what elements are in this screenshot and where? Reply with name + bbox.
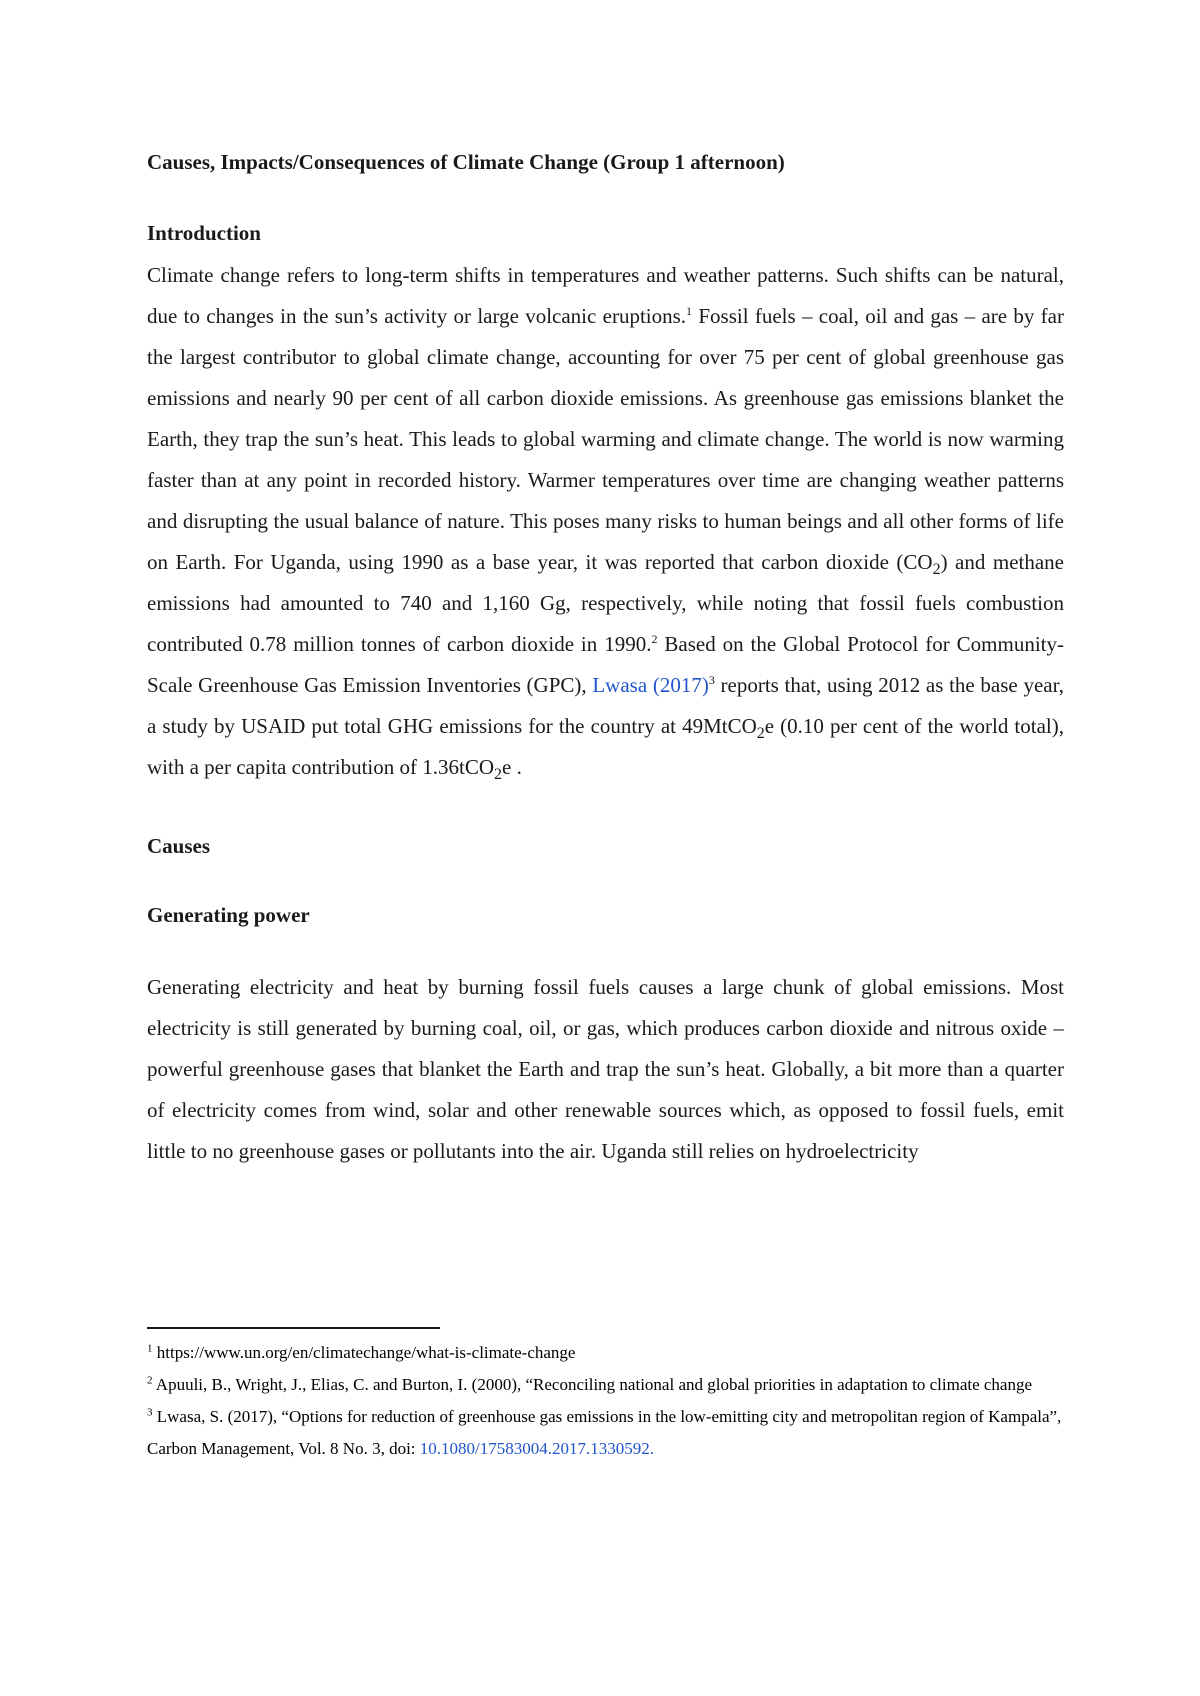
intro-text-3: ) and methane emissions had amounted to 740 and 1,160 Gg, respectively, while noting that fossil fuels combustion contributed 0.78 million tonnes of carbon dioxide in 1990. — [147, 550, 1064, 656]
lwasa-citation-link[interactable]: Lwasa (2017) — [592, 673, 709, 697]
footnote-2 — [147, 1369, 1067, 1401]
document-title: Causes, Impacts/Consequences of Climate Change (Group 1 afternoon) — [147, 150, 785, 174]
generating-power-heading: Generating power — [147, 903, 310, 927]
intro-text-5: reports that, using 2012 as the base year, a study by USAID put total GHG emissions for the country at 49MtCO — [147, 673, 1064, 738]
causes-heading: Causes — [147, 834, 211, 858]
intro-text-1: Climate change refers to long-term shifts in temperatures and weather patterns. Such shifts can be natural, due to changes in the sun’s activity or large volcanic eruptions. — [147, 263, 1064, 328]
footnote-2-text: Apuuli, B., Wright, J., Elias, C. and Burton, I. (2000), “Reconciling national and global priorities in adaptation to climate change — [152, 1375, 1033, 1394]
footnote-ref-2[interactable]: 2 — [651, 632, 658, 646]
intro-text-6: e (0.10 per cent of the world total), with a per capita contribution of 1.36tCO — [147, 714, 1064, 779]
footnote-3-text: Lwasa, S. (2017), “Options for reduction of greenhouse gas emissions in the low-emitting city and metropolitan region of Kampala”, Carbon Management, Vol. 8 No. 3, doi: — [147, 1407, 1062, 1458]
generating-power-paragraph: Generating electricity and heat by burning fossil fuels causes a large chunk of global emissions. Most electricity is still generated by burning coal, oil, or gas, which produces carbon dioxide and nitrous oxide – powerful greenhouse gases that blanket the Earth and trap the sun’s heat. Globally, a bit more than a quarter of electricity comes from wind, solar and other renewable sources which, as opposed to fossil fuels, emit little to no greenhouse gases or pollutants into the air. Uganda still relies on hydroelectricity — [147, 975, 1064, 1163]
footnote-ref-3[interactable]: 3 — [708, 673, 715, 687]
intro-text-2: Fossil fuels – coal, oil and gas – are by far the largest contributor to global climate change, accounting for over 75 per cent of global greenhouse gas emissions and nearly 90 per cent of all carbon dioxide emissions. As greenhouse gas emissions blanket the Earth, they trap the sun’s heat. This leads to global warming and climate change. The world is now warming faster than at any point in recorded history. Warmer temperatures over time are changing weather patterns and disrupting the usual balance of nature. This poses many risks to human beings and all other forms of life on Earth. For Uganda, using 1990 as a base year, it was reported that carbon dioxide (CO — [147, 304, 1064, 574]
subscript-2: 2 — [494, 766, 503, 784]
introduction-paragraph — [147, 255, 1064, 788]
footnote-number: 3 — [147, 1406, 153, 1419]
footnotes — [147, 1337, 1067, 1465]
footnote-number: 1 — [147, 1342, 153, 1355]
footnote-separator — [147, 1327, 440, 1329]
introduction-heading: Introduction — [147, 221, 261, 245]
footnote-1-text[interactable]: https://www.un.org/en/climatechange/what-is-climate-change — [152, 1343, 576, 1362]
footnote-1 — [147, 1337, 1067, 1369]
doi-link[interactable]: 10.1080/17583004.2017.1330592 — [419, 1439, 650, 1458]
subscript-2: 2 — [932, 561, 941, 579]
subscript-2: 2 — [756, 725, 765, 743]
intro-text-7: e . — [502, 755, 522, 779]
intro-text-4: Based on the Global Protocol for Community-Scale Greenhouse Gas Emission Inventories (GPC), — [147, 632, 1065, 697]
footnote-3 — [147, 1401, 1067, 1465]
footnote-number: 2 — [147, 1374, 153, 1387]
footnote-ref-1[interactable]: 1 — [686, 304, 693, 318]
footnote-3-end: . — [649, 1439, 654, 1458]
